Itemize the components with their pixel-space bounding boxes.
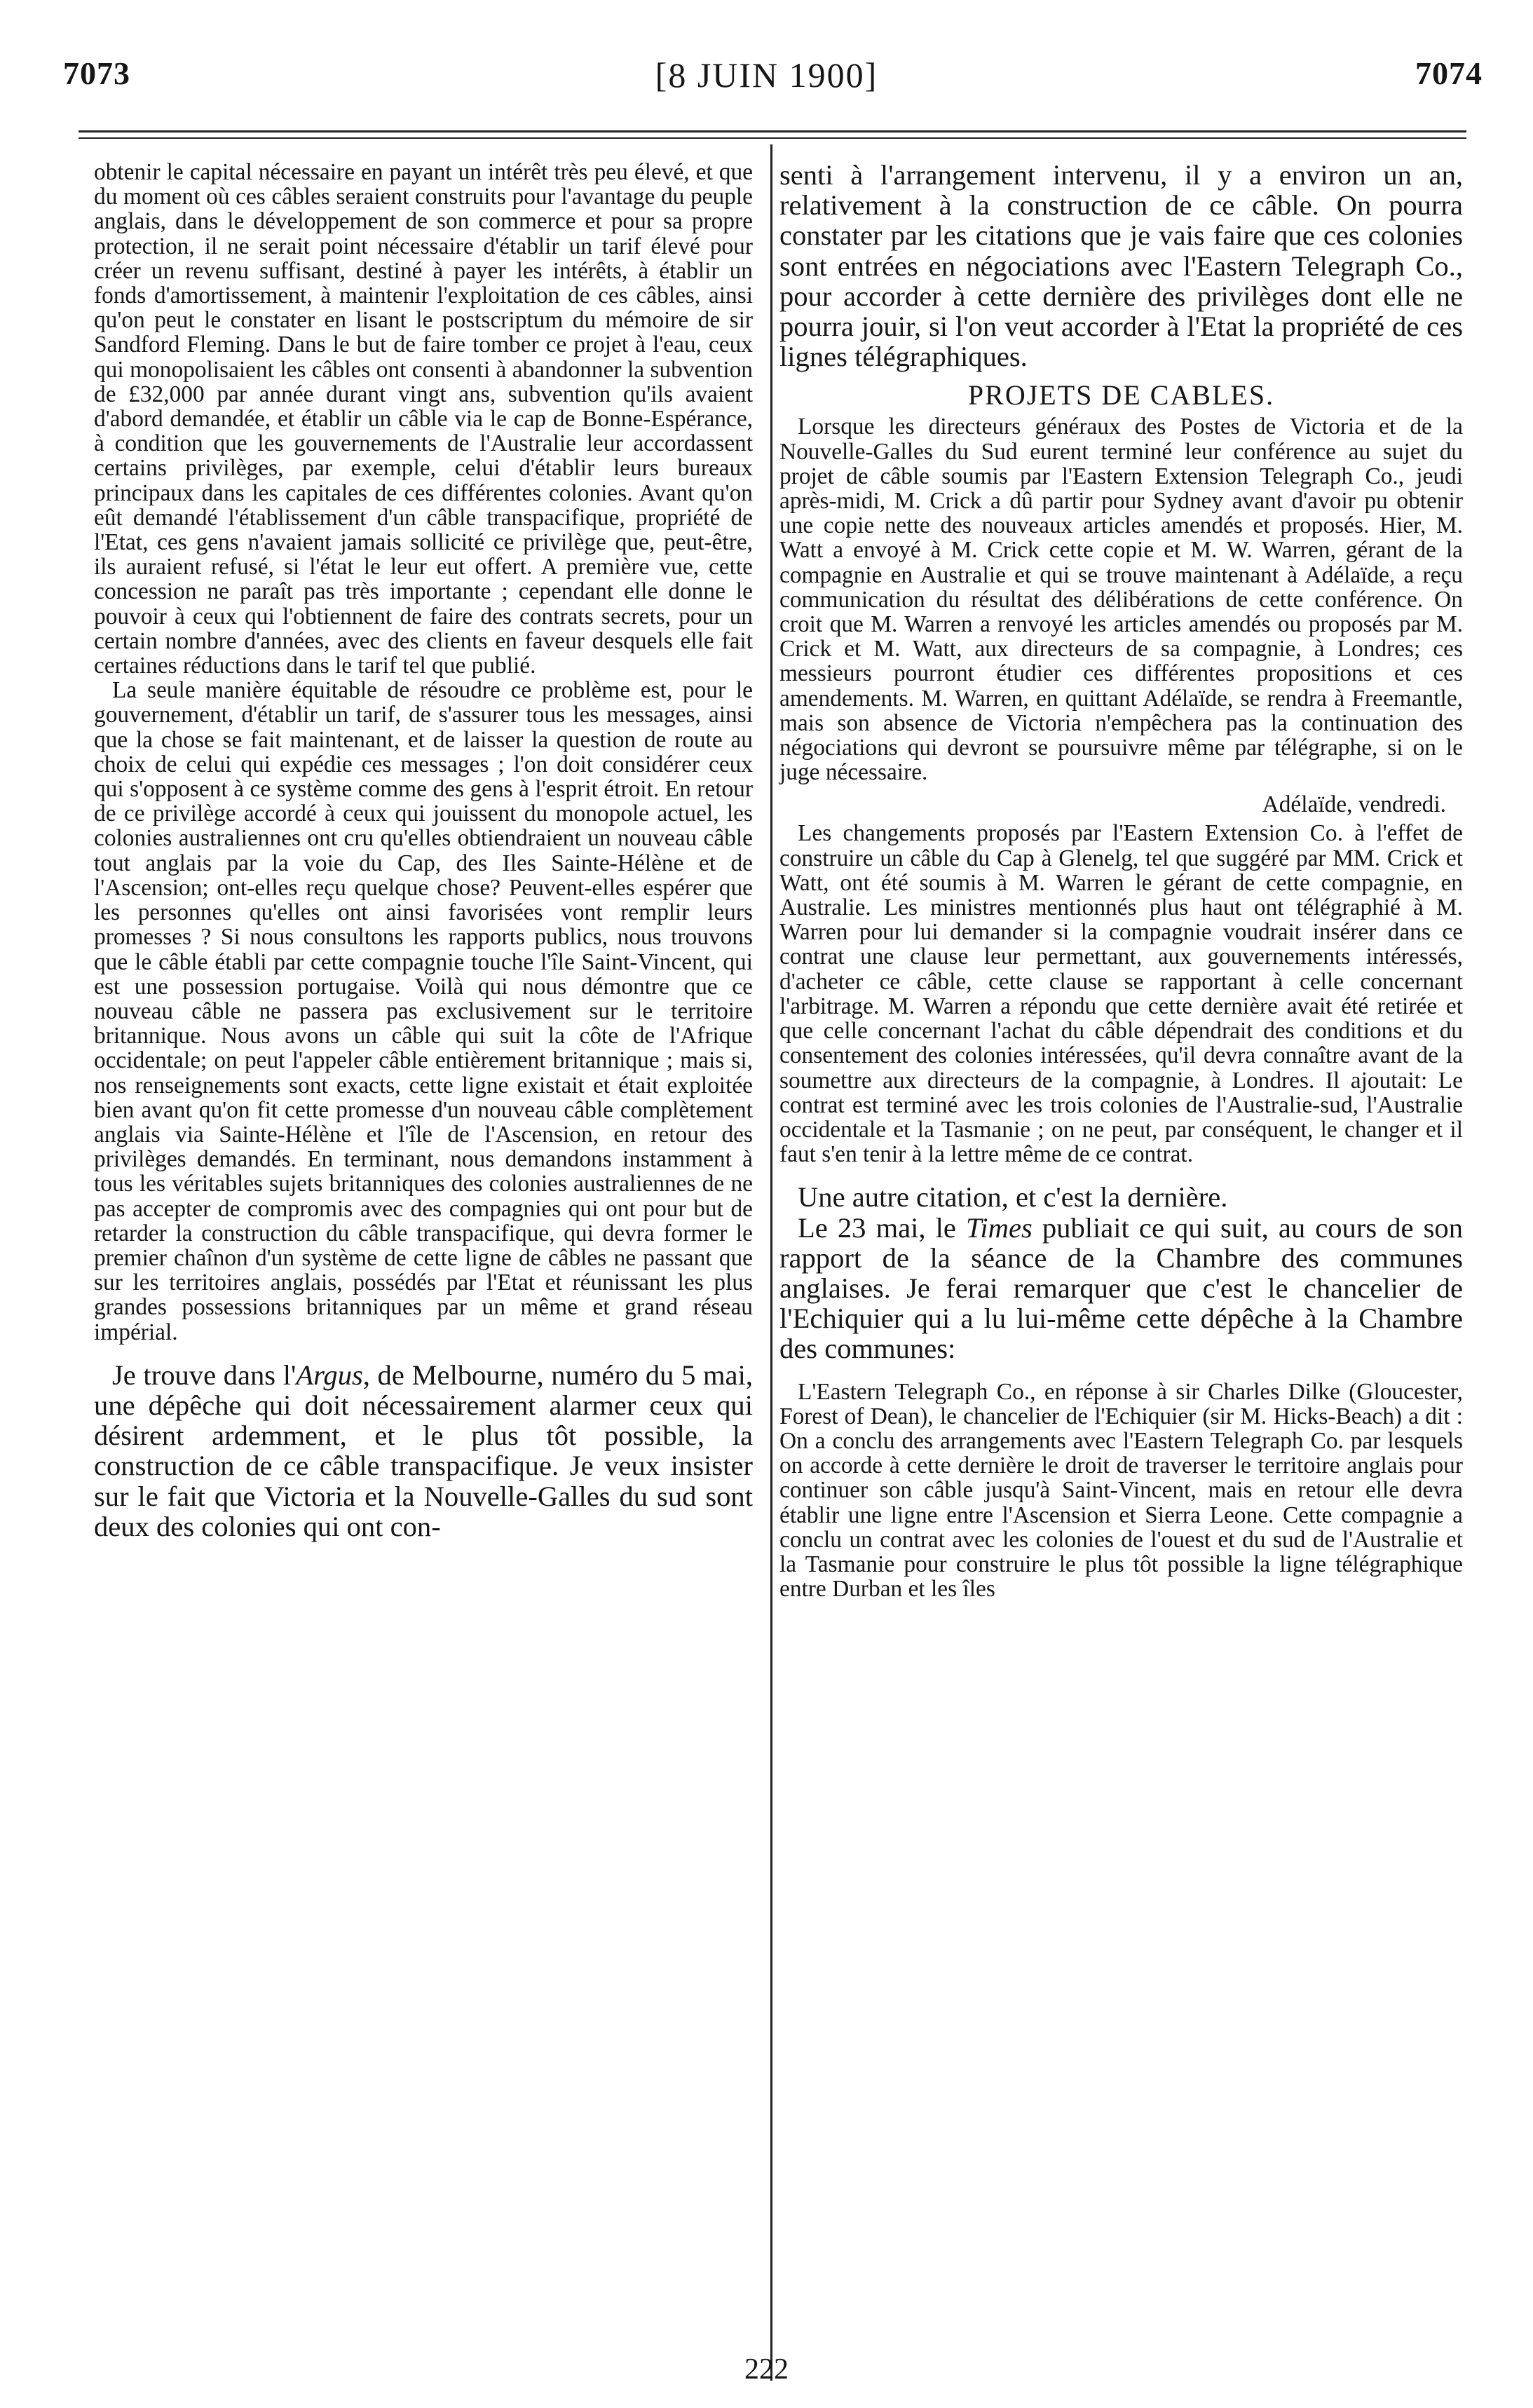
left-paragraph-3-rest: , de Melbourne, numéro du 5 mai, une dépêche qui doit nécessairement alarmer ceux qui désirent ardemment, et le plus tôt possible, la construction de ce câble transpacifique. Je veux insister sur le fait que Victoria et la Nouvelle-Galles du sud sont deux des colonies qui ont con-: [94, 1359, 753, 1542]
times-source-title: Times: [966, 1211, 1033, 1244]
left-paragraph-3-prefix: Je trouve dans l': [112, 1359, 297, 1391]
argus-source-title: Argus: [296, 1359, 363, 1391]
section-heading: PROJETS DE CABLES.: [967, 379, 1275, 411]
header-rule-top: [79, 130, 1466, 132]
page-number-left: 7073: [63, 55, 130, 91]
dateline: Adélaïde, vendredi.: [1262, 791, 1446, 818]
left-paragraph-2: La seule manière équitable de résoudre ce problème est, pour le gouvernement, d'établir un tarif, de s'assurer tous les messages, ainsi que la chose se fait maintenant, et de laisser la question de route au choix de celui qui expédie ces messages ; l'on doit considérer ceux qui s'opposent à ce système comme des gens à l'esprit étroit. En retour de ce privilège accordé à ceux qui jouissent du monopole actuel, les colonies australiennes ont cru qu'elles obtiendraient un nouveau câble tout anglais par la voie du Cap, des Iles Sainte-Hélène et de l'Ascension; ont-elles reçu quelque chose? Peuvent-elles espérer que les personnes qu'elles ont ainsi favorisées vont remplir leurs promesses ? Si nous consultons les rapports publics, nous trouvons que le câble établi par cette compagnie touche l'île Saint-Vincent, qui est une possession portugaise. Voilà qui nous démontre que ce nouveau câble ne passera pas exclusivement sur le territoire britannique. Nous avons un câble qui suit la côte de l'Afrique occidentale; on peut l'appeler câble entièrement britannique ; mais si, nos renseignements sont exacts, cette ligne existait et était exploitée bien avant qu'on fit cette promesse d'un nouveau câble complètement anglais via Sainte-Hélène et l'île de l'Ascension, en retour des privilèges demandés. En terminant, nous demandons instamment à tous les véritables sujets britanniques des colonies australiennes de ne pas accepter de compromis avec des compagnies qui ont pour but de retarder la construction du câble transpacifique, qui devra former le premier chaînon d'un système de cette ligne de câbles ne passant que sur les territoires anglais, possédés par l'Etat et réunissant les plus grandes possessions britanniques par un même et grand réseau impérial.: [94, 677, 753, 1345]
right-paragraph-5: [779, 1213, 1463, 1364]
right-paragraph-6: L'Eastern Telegraph Co., en réponse à sir Charles Dilke (Gloucester, Forest of Dean), le chancelier de l'Echiquier (sir M. Hicks-Beach) a dit : On a conclu des arrangements avec l'Eastern Telegraph Co. par lesquels on accorde à cette dernière le droit de traverser le territoire anglais pour continuer son câble jusqu'à Saint-Vincent, mais en retour elle devra établir une ligne entre l'Ascension et Sierra Leone. Cette compagnie a conclu un contrat avec les colonies de l'ouest et du sud de l'Australie et la Tasmanie pour construire le plus tôt possible la ligne télégraphique entre Durban et les îles: [779, 1378, 1463, 1603]
right-paragraph-5-prefix: Le 23 mai, le: [798, 1211, 967, 1244]
header-rule-bottom: [79, 137, 1466, 139]
left-paragraph-1: obtenir le capital nécessaire en payant un intérêt très peu élevé, et que du moment où ces câbles seraient construits pour l'avantage du peuple anglais, dans le développement de son commerce et pour sa propre protection, il ne serait point nécessaire d'établir un tarif élevé pour créer un revenu suffisant, destiné à payer les intérêts, à établir un fonds d'amortissement, à maintenir l'exploitation de ces câbles, ainsi qu'on peut le constater en lisant le postscriptum du mémoire de sir Sandford Fleming. Dans le but de faire tomber ce projet à l'eau, ceux qui monopolisaient les câbles ont consenti à abandonner la subvention de £32,000 par année durant vingt ans, subvention qu'ils avaient d'abord demandée, et établir un câble via le cap de Bonne-Espérance, à condition que les gouvernements de l'Australie leur accordassent certains privilèges, par exemple, celui d'établir leurs bureaux principaux dans les capitales de ces différentes colonies. Avant qu'on eût demandé l'établissement d'un câble transpacifique, propriété de l'Etat, ces gens n'avaient jamais sollicité ce privilège que, peut-être, ils auraient refusé, si l'état le leur eut offert. A première vue, cette concession ne paraît pas très importante ; cependant elle donne le pouvoir à ceux qui l'obtiennent de faire des contrats secrets, pour un certain nombre d'années, avec des clients en faveur desquels elle fait certaines réductions dans le tarif tel que publié.: [94, 159, 753, 679]
right-paragraph-3: Les changements proposés par l'Eastern Extension Co. à l'effet de construire un câble du Cap à Glenelg, tel que suggéré par MM. Crick et Watt, ont été soumis à M. Warren le gérant de cette compagnie, en Australie. Les ministres mentionnés plus haut ont télégraphié à M. Warren pour lui demander si la compagnie voudrait insérer dans ce contrat une clause leur permettant, aux gouvernements intéressés, d'acheter ce câble, cette clause se rapportant à celle concernant l'arbitrage. M. Warren a répondu que cette dernière avait été retirée et que celle concernant l'achat du câble dépendrait des conditions et du consentement des colonies intéressées, qu'il devra connaître avant de la soumettre aux directeurs de la compagnie, à Londres. Il ajoutait: Le contrat est terminé avec les trois colonies de l'Australie-sud, l'Australie occidentale et la Tasmanie ; on ne peut, par conséquent, le changer et il faut s'en tenir à la lettre même de ce contrat.: [779, 820, 1463, 1168]
right-paragraph-2: Lorsque les directeurs généraux des Postes de Victoria et de la Nouvelle-Galles du Sud eurent terminé leur conférence au sujet du projet de câble soumis par l'Eastern Extension Telegraph Co., jeudi après-midi, M. Crick a dû partir pour Sydney avant d'avoir pu obtenir une copie nette des nouveaux articles amendés et proposés. Hier, M. Watt a envoyé à M. Crick cette copie et M. W. Warren, gérant de la compagnie en Australie et qui se trouve maintenant à Adélaïde, a reçu communication du résultat des délibérations de cette conférence. On croit que M. Warren a renvoyé les articles amendés ou proposés par M. Crick et M. Watt, aux directeurs de sa compagnie, à Londres; ces messieurs pourront étudier ces différentes propositions et ces amendements. M. Warren, en quittant Adélaïde, se rendra à Freemantle, mais son absence de Victoria n'empêchera pas la continuation des négociations qui devront se poursuivre même par télégraphe, si on le juge nécessaire.: [779, 414, 1463, 786]
left-column: [94, 160, 753, 1542]
page-date: [8 JUIN 1900]: [655, 55, 878, 95]
right-paragraph-5-rest: publiait ce qui suit, au cours de son rapport de la séance de la Chambre des communes anglaises. Je ferai remarquer que c'est le chancelier de l'Echiquier qui a lu lui-même cette dépêche à la Chambre des communes:: [779, 1211, 1464, 1365]
right-paragraph-1: senti à l'arrangement intervenu, il y a environ un an, relativement à la construction de ce câble. On pourra constater par les citations que je vais faire que ces colonies sont entrées en négociations avec l'Eastern Telegraph Co., pour accorder à cette dernière des privilèges dont elle ne pourra jouir, si l'on veut accorder à l'Etat la propriété de ces lignes télégraphiques.: [779, 159, 1463, 373]
folio-number: 222: [744, 2353, 789, 2386]
page-number-right: 7074: [1415, 55, 1483, 91]
left-paragraph-3: [94, 1360, 753, 1542]
right-column: [779, 160, 1463, 1601]
column-divider: [770, 144, 772, 2381]
right-paragraph-4: Une autre citation, et c'est la dernière.: [798, 1181, 1228, 1213]
